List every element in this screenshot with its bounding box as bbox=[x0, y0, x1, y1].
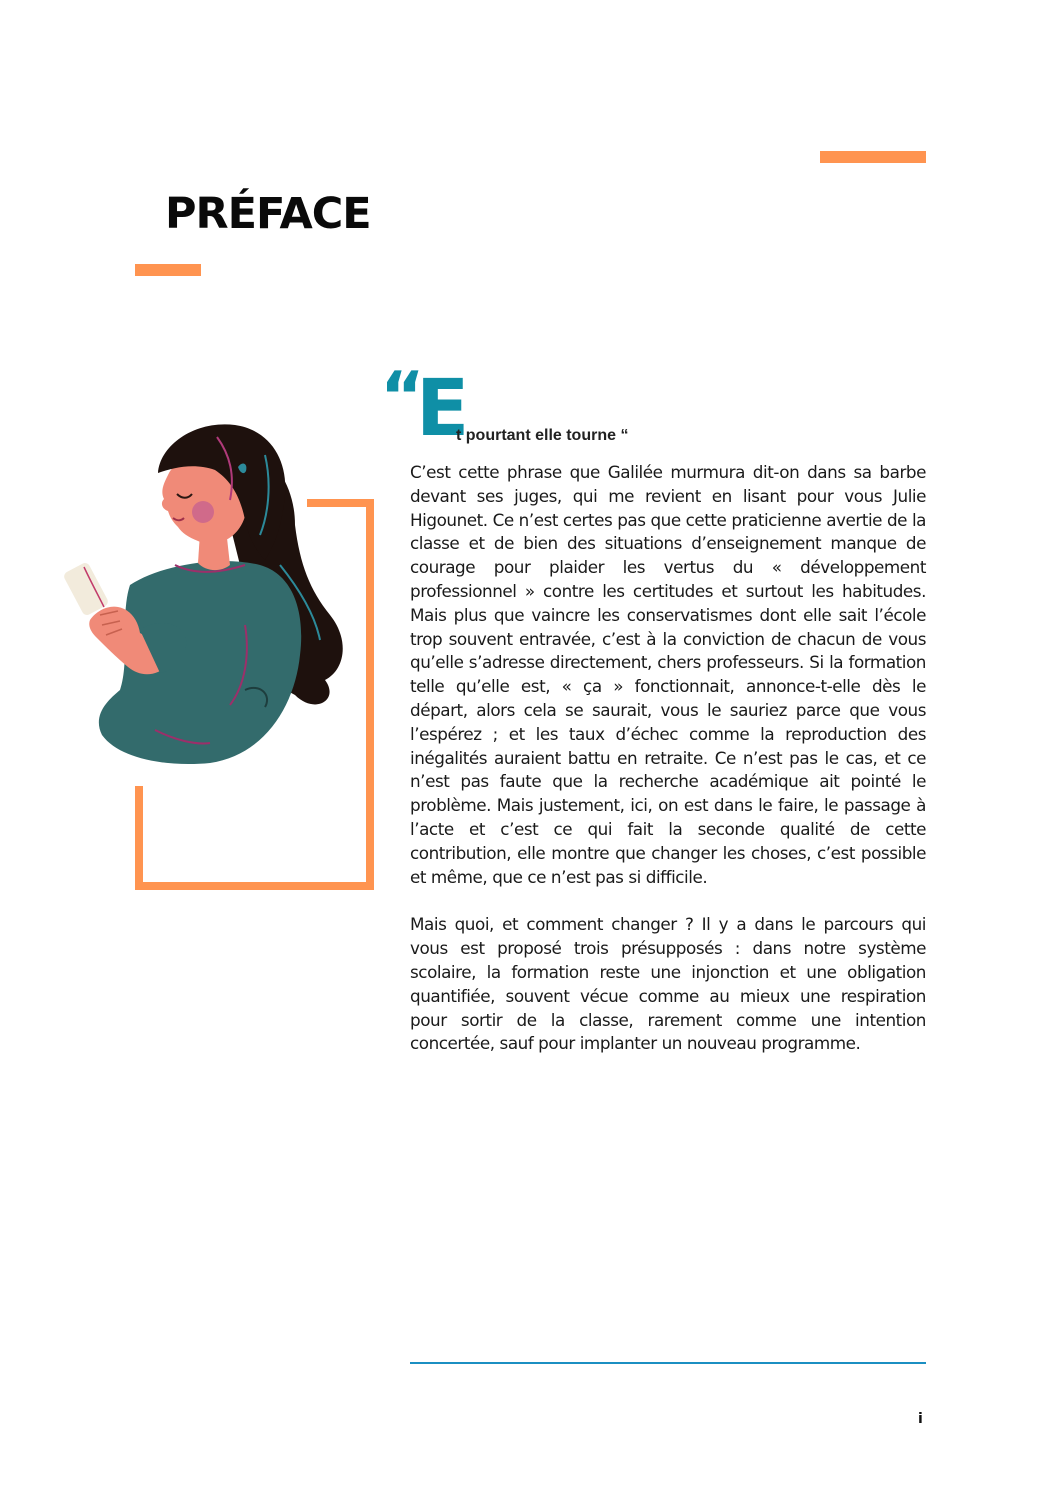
quote-text: t pourtant elle tourne “ bbox=[456, 427, 629, 444]
open-quote-mark: “ bbox=[380, 358, 425, 437]
footnote-separator bbox=[410, 1362, 926, 1364]
accent-bar-under-title bbox=[135, 264, 201, 276]
page-number: i bbox=[918, 1411, 923, 1427]
accent-bar-top-right bbox=[820, 151, 926, 163]
dropcap-letter: E bbox=[416, 364, 468, 454]
paragraph-1: C’est cette phrase que Galilée murmura dit-on dans sa barbe devant ses juges, qui me revient en lisant pour vous Julie Higounet. Ce n’est certes pas que cette praticienne avertie de la classe et de bien des situations d’enseignement manque de courage pour plaider les vertus du « développement professionnel » contre les certitudes et surtout les habitudes. Mais plus que vaincre les conservatismes dont elle sait l’école trop souvent entravée, c’est à la conviction de chacun de vous qu’elle s’adresse directement, chers professeurs. Si la formation telle qu’elle est, « ça » fonctionnait, annonce-t-elle dès le départ, alors cela se saurait, vous le sauriez parce que vous l’espérez ; et les taux d’échec comme la reproduction des inégalités auraient battu en retraite. Ce n’est pas le cas, et ce n’est pas faute que la recherche académique ait pointé le problème. Mais justement, ici, on est dans le faire, le passage à l’acte et c’est ce qui fait la seconde qualité de cette contribution, elle montre que changer les choses, c’est possible et même, que ce n’est pas si difficile. bbox=[410, 462, 926, 887]
opening-quote bbox=[380, 358, 680, 454]
page-title: PRÉFACE bbox=[165, 189, 371, 239]
paragraph-2: Mais quoi, et comment changer ? Il y a dans le parcours qui vous est proposé trois présupposés : dans notre système scolaire, la formation reste une injonction et une obligation quantifiée, souvent vécue comme au mieux une respiration pour sortir de la classe, rarement comme une intention concertée, sauf pour implanter un nouveau programme. bbox=[410, 914, 926, 1054]
preface-body bbox=[410, 461, 926, 1080]
woman-reading-phone-illustration bbox=[60, 415, 360, 775]
